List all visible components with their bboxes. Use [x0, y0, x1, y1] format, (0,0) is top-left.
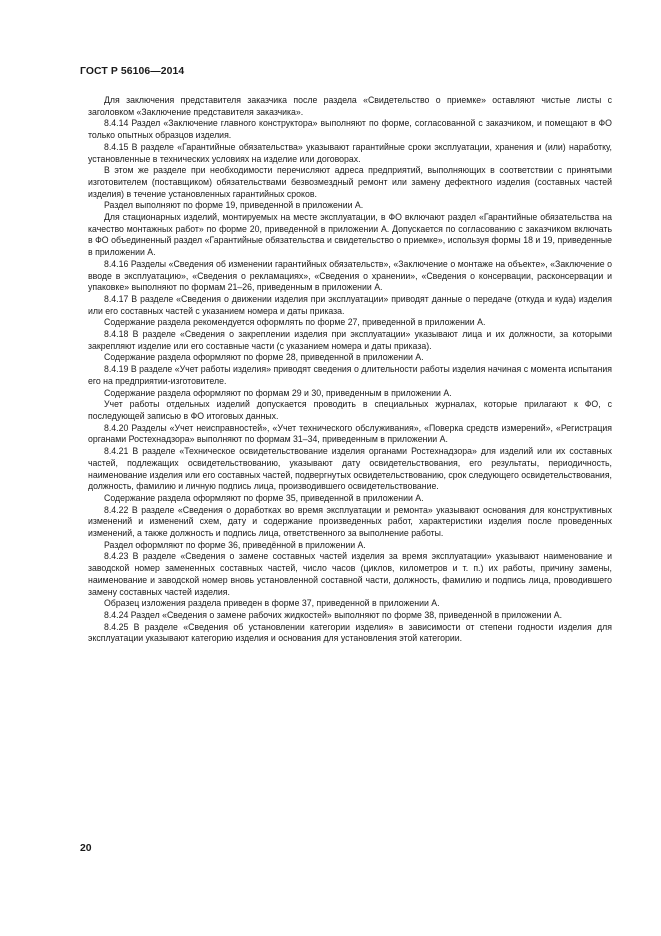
paragraph: 8.4.25 В разделе «Сведения об установлении категории изделия» в зависимости от степени годности изделия для эксплуатации указывают категорию изделия и основания для установления этой категории. — [88, 621, 612, 644]
paragraph: Раздел выполняют по форме 19, приведенной в приложении А. — [104, 200, 364, 211]
paragraph: Учет работы отдельных изделий допускается проводить в специальных журналах, которые прилагают к ФО, с последующей записью в ФО итоговых данных. — [88, 399, 612, 421]
paragraph: Содержание раздела оформляют по форме 35, приведенной в приложении А. — [104, 492, 424, 503]
paragraph: 8.4.18 В разделе «Сведения о закреплении изделия при эксплуатации» указывают лица и их должности, за которыми закрепляют изделие или его составные части (с указанием номера и даты приказа). — [88, 329, 612, 351]
paragraph: 8.4.15 В разделе «Гарантийные обязательства» указывают гарантийные сроки эксплуатации, хранения и (или) наработку, установленные в технических условиях на изделие или договорах. — [88, 141, 612, 164]
body-text — [88, 95, 612, 645]
paragraph: Для заключения представителя заказчика после раздела «Свидетельство о приемке» оставляют чистые листы с заголовком «Заключение представителя заказчика». — [88, 95, 612, 117]
paragraph: Для стационарных изделий, монтируемых на месте эксплуатации, в ФО включают раздел «Гарантийные обязательства на качество монтажных работ» по форме 20, приведенной в приложении А. Допускается по согласованию с заказчиком включать в ФО объединенный раздел «Гарантийные обязательства и свидетельство о приемке», используя формы 18 и 19, приведенные в приложении А. — [88, 212, 612, 258]
page-number: 20 — [80, 843, 92, 854]
paragraph: 8.4.23 В разделе «Сведения о замене составных частей изделия за время эксплуатации» указывают наименование и заводской номер замененных составных частей, число часов (циклов, километров и т. п.) их работы, причину замены, наименование и заводской номер вновь установленной составной части, должность, фамилию и подпись лица, проводившего замену составных частей изделия. — [88, 551, 612, 597]
paragraph: 8.4.22 В разделе «Сведения о доработках во время эксплуатации и ремонта» указывают основания для конструктивных изменений и изменений схем, дату и содержание произведенных работ, характеристики изделия после проведенных изменений, а также должность и подпись лица, ответственного за выполнение работы. — [88, 504, 612, 539]
paragraph: 8.4.16 Разделы «Сведения об изменении гарантийных обязательств», «Заключение о монтаже на объекте», «Заключение о вводе в эксплуатацию», «Сведения о рекламациях», «Сведения о хранении», «Сведения о консервации, расконсервации и упаковке» выполняют по формам 21–26, приведенным в приложении А. — [88, 258, 612, 293]
paragraph: 8.4.19 В разделе «Учет работы изделия» приводят сведения о длительности работы изделия начиная с момента испытания его на предприятии-изготовителе. — [88, 364, 612, 386]
paragraph: 8.4.14 Раздел «Заключение главного конструктора» выполняют по форме, согласованной с заказчиком, и помещают в ФО только опытных образцов изделия. — [88, 118, 612, 141]
paragraph: Содержание раздела оформляют по формам 29 и 30, приведенным в приложении А. — [104, 387, 452, 398]
paragraph: 8.4.24 Раздел «Сведения о замене рабочих жидкостей» выполняют по форме 38, приведенной в приложении А. — [104, 609, 563, 620]
paragraph: Образец изложения раздела приведен в форме 37, приведенной в приложении А. — [104, 598, 440, 609]
paragraph: Содержание раздела оформляют по форме 28, приведенной в приложении А. — [104, 352, 424, 363]
paragraph: 8.4.17 В разделе «Сведения о движении изделия при эксплуатации» приводят данные о передаче (откуда и куда) изделия или его составных частей с указанием номера и даты приказа. — [88, 293, 612, 316]
paragraph: В этом же разделе при необходимости перечисляют адреса предприятий, выполняющих в соответствии с принятыми изготовителем (поставщиком) обязательствами безвозмездный ремонт или замену дефектного изделия (составных частей изделия) в течение установленных гарантийных сроков. — [88, 165, 612, 199]
paragraph: 8.4.21 В разделе «Техническое освидетельствование изделия органами Ростехнадзора» для изделий или их составных частей, подлежащих освидетельствованию, указывают дату освидетельствования, его результаты, периодичность, наименование изделия или его составных частей, подвергнутых освидетельствованию, срок следующего освидетельствования, должность, фамилию и личную подпись лица, производившего освидетельствование. — [88, 446, 612, 492]
paragraph: Раздел оформляют по форме 36, приведённой в приложении А. — [104, 539, 366, 550]
paragraph: 8.4.20 Разделы «Учет неисправностей», «Учет технического обслуживания», «Поверка средств измерений», «Регистрация органами Ростехнадзора» выполняют по формам 31–34, приведенным в приложении А. — [88, 422, 612, 445]
standard-header: ГОСТ Р 56106—2014 — [80, 66, 185, 77]
paragraph: Содержание раздела рекомендуется оформлять по форме 27, приведенной в приложении А. — [104, 317, 486, 328]
